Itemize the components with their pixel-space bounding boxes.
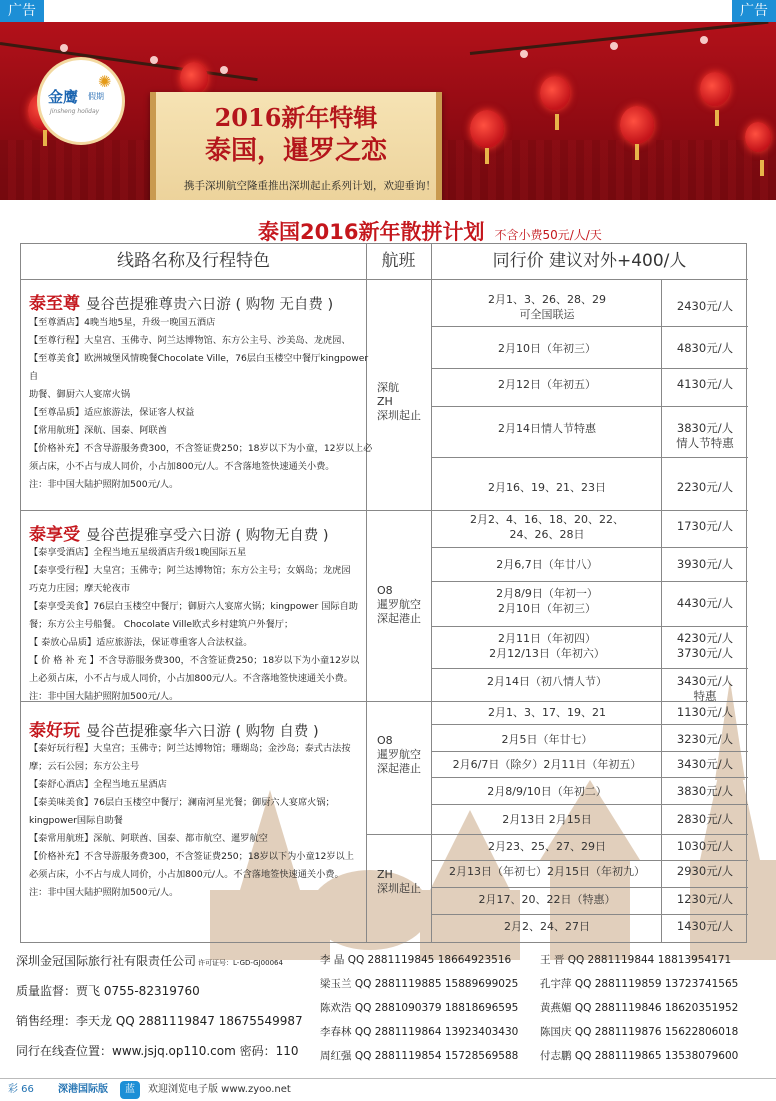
price-cell: 2430元/人 — [676, 299, 734, 313]
ad-label-right: 广告 — [732, 0, 776, 22]
banner — [0, 22, 776, 200]
sales-manager: 销售经理：李天龙 QQ 2881119847 18675549987 — [16, 1014, 303, 1028]
date-cell: 2月2、24、27日 — [504, 920, 590, 933]
route-details-2: 【泰享受酒店】全程当地五星级酒店升级1晚国际五星 【泰享受行程】大皇宫；玉佛寺；阿兰达博物馆；东方公主号；女娲岛；龙虎园 巧克力庄园；摩天轮夜市 【泰享受美食】76层白玉楼空中餐厅；御厨六人宴席火锅；kingpower 国际自助 餐；东方公主号船餐。 Chocolate Ville欧式乡村建筑户外餐厅； 【 泰放心品质】适应旅游法，保证尊重客人合法权益。 【 价 格 补 充 】不含导游服务费300，不含签证费250；18岁以下为小童12岁以 上必须占床，小不占与成人同价，小占加800元/人。不含落地签快速通关小费。 注：非中国大陆护照附加500元/人。 — [29, 547, 360, 702]
contact-entry: 李 晶 QQ 2881119845 18664923516 — [320, 954, 512, 966]
blue-badge: 蓝 — [120, 1081, 140, 1099]
price-cell: 4430元/人 — [676, 596, 734, 610]
lantern-icon — [470, 110, 504, 148]
date-cell: 2月5日（年廿七） — [501, 733, 593, 746]
date-cell: 2月11日（年初四） 2月12/13日（年初六） — [489, 632, 605, 660]
date-cell: 2月8/9/10日（年初二） — [487, 785, 607, 798]
headline-subline: 携手深圳航空隆重推出深圳起止系列计划，欢迎垂询！ — [184, 180, 436, 192]
contact-entry: 黄燕媚 QQ 2881119846 18620351952 — [540, 1002, 739, 1014]
date-cell: 2月16、19、21、23日 — [488, 481, 606, 494]
contact-entry: 周红强 QQ 2881119854 15728569588 — [320, 1050, 519, 1062]
route-title-2: 泰享受 曼谷芭提雅享受六日游 ( 购物无自费 ) — [29, 525, 329, 545]
contact-entry: 王 晋 QQ 2881119844 18813954171 — [540, 954, 732, 966]
date-cell: 2月2、4、16、18、20、22、 24、26、28日 — [470, 513, 624, 541]
price-table — [20, 243, 747, 943]
contact-entry: 梁玉兰 QQ 2881119885 15889699025 — [320, 978, 519, 990]
plan-title: 泰国2016新年散拼计划 不含小费50元/人/天 — [258, 220, 602, 244]
route-title-1: 泰至尊 曼谷芭提雅尊贵六日游 ( 购物 无自费 ) — [29, 294, 334, 314]
flight-info-3a: O8 暹罗航空 深起港止 — [377, 734, 421, 775]
contact-entry: 孔宇萍 QQ 2881119859 13723741565 — [540, 978, 739, 990]
date-cell: 2月17、20、22日（特惠） — [478, 893, 616, 906]
fireworks-icon: ✺ — [98, 72, 112, 91]
tip-note: 不含小费50元/人/天 — [494, 228, 602, 242]
online-query: 同行在线查位置：www.jsjq.op110.com 密码：110 — [16, 1044, 299, 1058]
header-route: 线路名称及行程特色 — [117, 251, 270, 271]
route-details-3: 【泰好玩行程】大皇宫；玉佛寺；阿兰达博物馆；珊瑚岛；金沙岛；泰式古法按 摩；云石公园；东方公主号 【泰舒心酒店】全程当地五星酒店 【泰美味美食】76层白玉楼空中餐厅；澜南河星光餐；御厨六人宴席火锅； kingpower国际自助餐 【泰常用航班】深航、阿联酋、国泰、都市航空、暹罗航空 【价格补充】不含导游服务费300，不含签证费250；18岁以下为小童12岁以上 必须占床，小不占与成人同价，小占加800元/人。不含落地签快速通关小费。 注：非中国大陆护照附加500元/人。 — [29, 743, 354, 898]
date-cell: 2月6/7日（除夕）2月11日（年初五） — [452, 758, 642, 771]
date-cell: 2月10日（年初三） — [498, 342, 596, 355]
flight-info-3b: ZH 深圳起止 — [377, 868, 421, 895]
route-details-1: 【至尊酒店】4晚当地5星，升级一晚国五酒店 【至尊行程】大皇宫、玉佛寺、阿兰达博物馆、东方公主号、沙美岛、龙虎园、 【至尊美食】欧洲城堡风情晚餐Chocolate Ville，76层白玉楼空中餐厅kingpower自 助餐、御厨六人宴席火锅 【至尊品质】适应旅游法，保证客人权益 【常用航班】深航、国泰、阿联酋 【价格补充】不含导游服务费300，不含签证费250；18岁以下为小童，12岁以上必 须占床，小不占与成人同价，小占加800元/人。不含落地签快速通关小费。 注：非中国大陆护照附加500元/人。 — [29, 317, 373, 490]
price-cell: 2230元/人 — [676, 480, 734, 494]
date-cell: 2月1、3、17、19、21 — [488, 706, 606, 719]
price-cell: 1430元/人 — [676, 919, 734, 933]
date-cell: 2月13日（年初七）2月15日（年初九） — [449, 865, 645, 878]
price-cell: 1130元/人 — [676, 705, 734, 719]
headline-scroll — [150, 92, 442, 200]
header-flight: 航班 — [381, 251, 416, 271]
price-cell: 1030元/人 — [676, 839, 734, 853]
price-cell: 4130元/人 — [676, 377, 734, 391]
price-cell: 3430元/人 — [676, 757, 734, 771]
date-cell: 2月6,7日（年廿八） — [496, 558, 598, 571]
company-logo: ✺ 金鹰 假期 Jinsheng holiday — [40, 60, 122, 142]
contact-entry: 李春林 QQ 2881119864 13923403430 — [320, 1026, 519, 1038]
page-footer-bar — [0, 1078, 776, 1100]
company-name: 深圳金冠国际旅行社有限责任公司 许可证号：L-GD-GJ00064 — [16, 954, 283, 968]
price-cell: 1230元/人 — [676, 892, 734, 906]
contact-entry: 陈国庆 QQ 2881119876 15622806018 — [540, 1026, 739, 1038]
ad-label-left: 广告 — [0, 0, 44, 22]
contact-entry: 陈欢浩 QQ 2881090379 18818696595 — [320, 1002, 519, 1014]
headline-destination: 泰国，暹罗之恋 — [204, 136, 387, 166]
price-cell: 3430元/人 特惠 — [676, 674, 734, 703]
price-cell: 3830元/人 情人节特惠 — [676, 421, 734, 450]
price-cell: 3230元/人 — [676, 732, 734, 746]
lantern-icon — [620, 106, 654, 144]
date-cell: 2月14日情人节特惠 — [498, 422, 596, 435]
price-cell: 3830元/人 — [676, 784, 734, 798]
date-cell: 2月8/9日（年初一） 2月10日（年初三） — [496, 587, 598, 615]
page-number: 彩 66 — [8, 1084, 34, 1095]
price-cell: 4230元/人 3730元/人 — [676, 631, 734, 660]
date-cell: 2月12日（年初五） — [498, 378, 596, 391]
edition-name: 深港国际版 — [58, 1084, 108, 1095]
flight-info-2: O8 暹罗航空 深起港止 — [377, 584, 421, 625]
contact-entry: 付志鹏 QQ 2881119865 13538079600 — [540, 1050, 739, 1062]
date-cell: 2月1、3、26、28、29 可全国联运 — [488, 293, 606, 321]
price-cell: 4830元/人 — [676, 341, 734, 355]
ebook-link[interactable]: 欢迎浏览电子版 www.zyoo.net — [148, 1084, 291, 1095]
price-cell: 3930元/人 — [676, 557, 734, 571]
price-cell: 2930元/人 — [676, 864, 734, 878]
date-cell: 2月23、25、27、29日 — [488, 840, 606, 853]
header-price: 同行价 建议对外+400/人 — [492, 251, 687, 271]
supervisor: 质量监督：贾飞 0755-82319760 — [16, 984, 200, 998]
headline-year: 2016新年特辑 — [214, 103, 378, 132]
lantern-icon — [700, 72, 730, 106]
price-cell: 2830元/人 — [676, 812, 734, 826]
flight-info-1: 深航 ZH 深圳起止 — [377, 381, 421, 422]
lantern-icon — [180, 62, 208, 94]
lantern-icon — [540, 76, 570, 110]
price-cell: 1730元/人 — [676, 519, 734, 533]
date-cell: 2月13日 2月15日 — [502, 813, 592, 826]
lantern-icon — [745, 122, 771, 152]
date-cell: 2月14日（初八情人节） — [487, 675, 607, 688]
route-title-3: 泰好玩 曼谷芭提雅豪华六日游 ( 购物 自费 ) — [29, 721, 319, 741]
